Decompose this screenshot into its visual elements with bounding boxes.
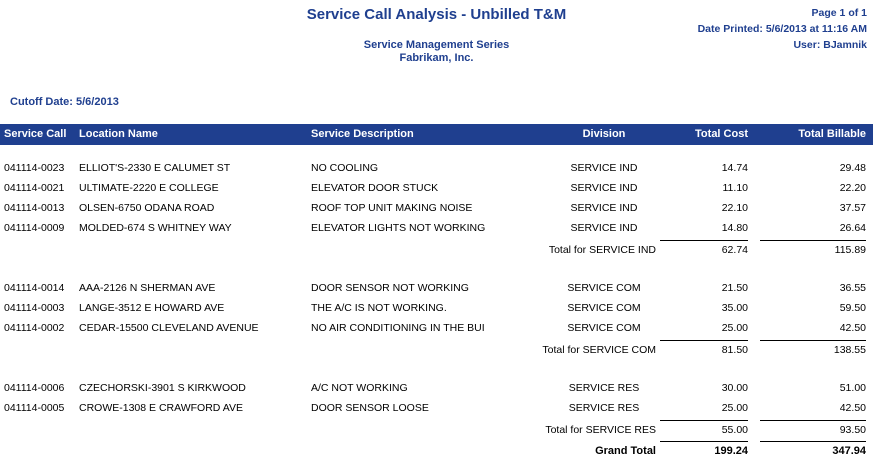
cell-division: SERVICE COM	[567, 302, 641, 314]
cell-total-billable: 29.48	[839, 162, 866, 174]
total-rule-billable	[760, 340, 866, 341]
column-header-division: Division	[582, 128, 626, 140]
cell-total-cost: 21.50	[721, 282, 748, 294]
cell-location-name: MOLDED-674 S WHITNEY WAY	[79, 222, 232, 234]
column-header-service-call: Service Call	[4, 128, 67, 140]
cell-service-call: 041114-0013	[4, 202, 65, 214]
cell-total-cost: 25.00	[721, 402, 748, 414]
cell-service-description: DOOR SENSOR LOOSE	[311, 402, 429, 414]
grand-total-billable: 347.94	[832, 445, 866, 457]
group-total-label: Total for SERVICE IND	[548, 244, 656, 256]
cell-division: SERVICE IND	[570, 202, 638, 214]
grand-total-rule-cost	[660, 441, 748, 442]
column-header-total-cost: Total Cost	[695, 128, 748, 140]
cell-division: SERVICE COM	[567, 282, 641, 294]
cell-service-call: 041114-0005	[4, 402, 65, 414]
cell-total-billable: 42.50	[839, 322, 866, 334]
cell-service-description: ROOF TOP UNIT MAKING NOISE	[311, 202, 473, 214]
table-row	[0, 219, 873, 239]
cell-division: SERVICE IND	[570, 162, 638, 174]
table-row	[0, 319, 873, 339]
group-total-row	[0, 239, 873, 261]
group-total-cost: 55.00	[721, 424, 748, 436]
page-title: Service Call Analysis - Unbilled T&M	[306, 6, 567, 23]
table-row	[0, 399, 873, 419]
cell-total-billable: 42.50	[839, 402, 866, 414]
cell-service-description: THE A/C IS NOT WORKING.	[311, 302, 447, 314]
cell-service-call: 041114-0021	[4, 182, 65, 194]
group-total-billable: 93.50	[839, 424, 866, 436]
column-header-location-name: Location Name	[79, 128, 158, 140]
grand-total-rule-billable	[760, 441, 866, 442]
cell-service-description: ELEVATOR LIGHTS NOT WORKING	[311, 222, 486, 234]
cell-service-description: NO COOLING	[311, 162, 379, 174]
cell-location-name: AAA-2126 N SHERMAN AVE	[79, 282, 216, 294]
top-spacer	[0, 145, 873, 159]
total-rule-billable	[760, 240, 866, 241]
cell-location-name: LANGE-3512 E HOWARD AVE	[79, 302, 225, 314]
cell-division: SERVICE COM	[567, 322, 641, 334]
grand-total-label: Grand Total	[595, 445, 656, 457]
group-total-cost: 81.50	[721, 344, 748, 356]
cell-service-call: 041114-0023	[4, 162, 65, 174]
cell-service-call: 041114-0003	[4, 302, 65, 314]
cell-location-name: CROWE-1308 E CRAWFORD AVE	[79, 402, 243, 414]
total-rule-cost	[660, 240, 748, 241]
group-total-row	[0, 419, 873, 441]
cell-division: SERVICE IND	[570, 182, 638, 194]
group-total-label: Total for SERVICE RES	[545, 424, 656, 436]
column-header-service-description: Service Description	[311, 128, 414, 140]
cell-total-billable: 59.50	[839, 302, 866, 314]
cell-service-call: 041114-0014	[4, 282, 65, 294]
cell-total-billable: 22.20	[839, 182, 866, 194]
cell-total-cost: 14.74	[721, 162, 748, 174]
table-body	[0, 145, 873, 441]
cell-total-cost: 14.80	[721, 222, 748, 234]
total-rule-cost	[660, 420, 748, 421]
cell-total-cost: 22.10	[721, 202, 748, 214]
cell-location-name: CEDAR-15500 CLEVELAND AVENUE	[79, 322, 259, 334]
cell-total-cost: 35.00	[721, 302, 748, 314]
group-total-billable: 115.89	[834, 244, 866, 256]
group-total-cost: 62.74	[721, 244, 748, 256]
group-total-row	[0, 339, 873, 361]
cell-location-name: ULTIMATE-2220 E COLLEGE	[79, 182, 219, 194]
grand-total-cost: 199.24	[714, 445, 748, 457]
page-number: Page 1 of 1	[811, 7, 867, 19]
cell-service-description: ELEVATOR DOOR STUCK	[311, 182, 439, 194]
date-printed: Date Printed: 5/6/2013 at 11:16 AM	[697, 23, 867, 35]
total-rule-billable	[760, 420, 866, 421]
table-row	[0, 179, 873, 199]
cell-total-cost: 11.10	[722, 182, 748, 194]
cutoff-date: Cutoff Date: 5/6/2013	[10, 96, 119, 108]
cell-service-call: 041114-0009	[4, 222, 65, 234]
cell-location-name: ELLIOT'S-2330 E CALUMET ST	[79, 162, 231, 174]
table-column-headers	[0, 124, 873, 145]
group-gap	[0, 361, 873, 379]
cell-service-description: NO AIR CONDITIONING IN THE BUI	[311, 322, 485, 334]
cell-total-cost: 25.00	[721, 322, 748, 334]
company-name: Fabrikam, Inc.	[399, 52, 474, 64]
cell-location-name: CZECHORSKI-3901 S KIRKWOOD	[79, 382, 246, 394]
table-row	[0, 159, 873, 179]
table-row	[0, 299, 873, 319]
cell-location-name: OLSEN-6750 ODANA ROAD	[79, 202, 215, 214]
cell-division: SERVICE RES	[568, 382, 640, 394]
cell-total-billable: 51.00	[839, 382, 866, 394]
group-total-billable: 138.55	[833, 344, 866, 356]
cell-division: SERVICE IND	[570, 222, 638, 234]
user-name: User: BJamnik	[793, 39, 867, 51]
table-row	[0, 279, 873, 299]
grand-total-row	[0, 440, 873, 462]
cell-total-cost: 30.00	[721, 382, 748, 394]
table-row	[0, 379, 873, 399]
series-name: Service Management Series	[363, 39, 510, 51]
cell-total-billable: 36.55	[839, 282, 866, 294]
cell-total-billable: 37.57	[839, 202, 866, 214]
cell-service-description: A/C NOT WORKING	[311, 382, 408, 394]
cell-service-call: 041114-0002	[4, 322, 65, 334]
cell-total-billable: 26.64	[839, 222, 866, 234]
header-meta	[698, 5, 867, 53]
report-header	[0, 0, 873, 96]
cell-division: SERVICE RES	[568, 402, 640, 414]
cell-service-call: 041114-0006	[4, 382, 65, 394]
table-row	[0, 199, 873, 219]
group-gap	[0, 261, 873, 279]
group-total-label: Total for SERVICE COM	[542, 344, 656, 356]
column-header-total-billable: Total Billable	[798, 128, 866, 140]
cell-service-description: DOOR SENSOR NOT WORKING	[311, 282, 469, 294]
total-rule-cost	[660, 340, 748, 341]
